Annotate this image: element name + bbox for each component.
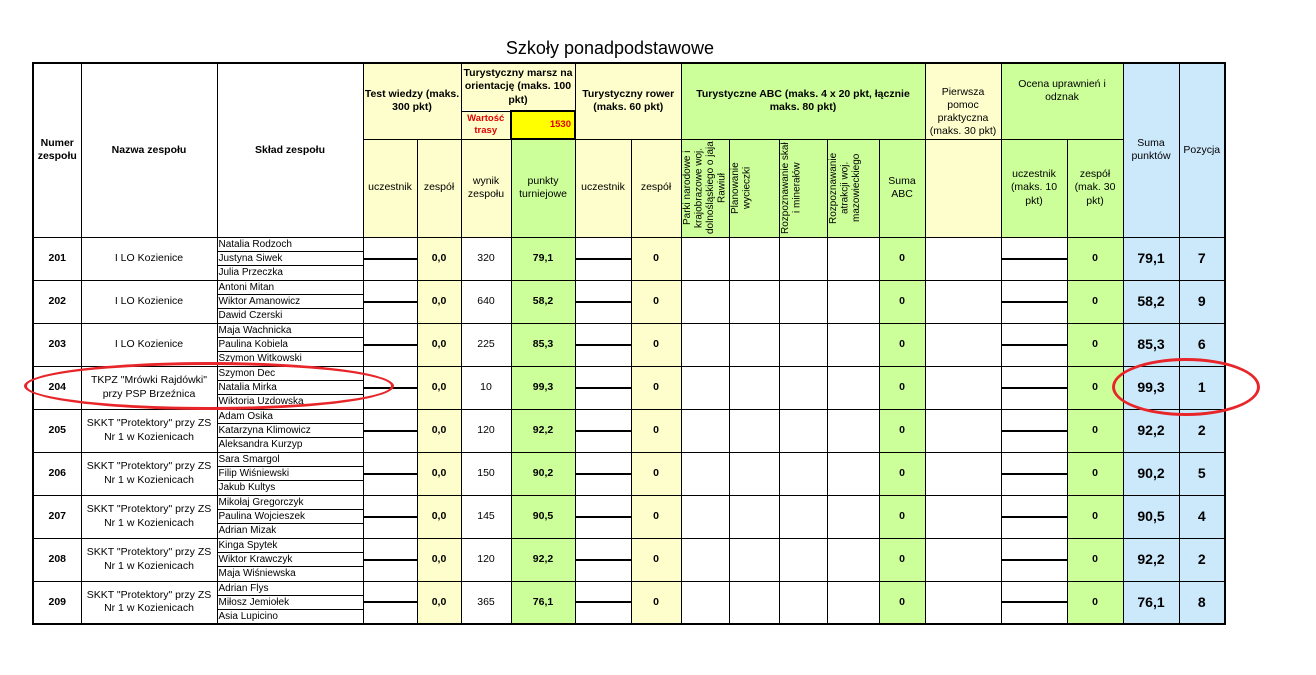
- bike-team: 0: [631, 538, 681, 581]
- total-points: 90,5: [1123, 495, 1179, 538]
- member-name: Adrian Flys: [218, 582, 363, 596]
- total-points: 92,2: [1123, 409, 1179, 452]
- first-aid: [925, 495, 1001, 538]
- badge-team: 0: [1067, 538, 1123, 581]
- first-aid: [925, 366, 1001, 409]
- team-name: SKKT "Protektory" przy ZS Nr 1 w Kozienicach: [81, 452, 217, 495]
- member-name: Asia Lupicino: [218, 610, 278, 622]
- bike-participant-cells: [575, 495, 631, 538]
- march-points: 76,1: [511, 581, 575, 624]
- abc-4: [827, 237, 879, 280]
- bike-team: 0: [631, 409, 681, 452]
- team-number: 203: [33, 323, 81, 366]
- abc-3: [779, 323, 827, 366]
- badge-participant-cells: [1001, 409, 1067, 452]
- abc-3: [779, 581, 827, 624]
- badge-team: 0: [1067, 366, 1123, 409]
- position: 6: [1179, 323, 1225, 366]
- abc-2: [729, 323, 779, 366]
- bike-team: 0: [631, 495, 681, 538]
- header-badges: Ocena uprawnień i odznak: [1001, 63, 1123, 139]
- bike-participant-cells: [575, 237, 631, 280]
- position: 1: [1179, 366, 1225, 409]
- team-number: 205: [33, 409, 81, 452]
- abc-2: [729, 538, 779, 581]
- member-name: Julia Przeczka: [218, 267, 283, 278]
- team-number: 202: [33, 280, 81, 323]
- team-members: [217, 366, 363, 409]
- test-team: 0,0: [417, 581, 461, 624]
- team-members: [217, 323, 363, 366]
- team-name: SKKT "Protektory" przy ZS Nr 1 w Kozienicach: [81, 581, 217, 624]
- table-row: [33, 495, 1225, 538]
- member-name: Sara Smargol: [218, 453, 363, 467]
- team-members: [217, 280, 363, 323]
- sub-badge-participant: uczestnik (maks. 10 pkt): [1001, 139, 1067, 237]
- abc-3: [779, 409, 827, 452]
- team-members: [217, 538, 363, 581]
- member-name: Justyna Siwek: [218, 252, 363, 266]
- header-total: Suma punktów: [1123, 63, 1179, 237]
- bike-team: 0: [631, 452, 681, 495]
- sub-abc-sum: Suma ABC: [879, 139, 925, 237]
- route-value-label: Wartość trasy: [461, 111, 511, 139]
- position: 2: [1179, 538, 1225, 581]
- member-name: Katarzyna Klimowicz: [218, 424, 363, 438]
- abc-2: [729, 280, 779, 323]
- badge-participant-cells: [1001, 237, 1067, 280]
- total-points: 99,3: [1123, 366, 1179, 409]
- abc-2: [729, 495, 779, 538]
- badge-participant-cells: [1001, 280, 1067, 323]
- badge-team: 0: [1067, 237, 1123, 280]
- table-row: [33, 452, 1225, 495]
- abc-3: [779, 237, 827, 280]
- badge-participant-cells: [1001, 495, 1067, 538]
- test-participant-cells: [363, 280, 417, 323]
- march-result: 145: [461, 495, 511, 538]
- position: 2: [1179, 409, 1225, 452]
- abc-4: [827, 280, 879, 323]
- abc-sum: 0: [879, 495, 925, 538]
- abc-sum: 0: [879, 581, 925, 624]
- table-row: [33, 409, 1225, 452]
- member-name: Dawid Czerski: [218, 310, 283, 321]
- abc-sum: 0: [879, 409, 925, 452]
- march-result: 120: [461, 409, 511, 452]
- table-row: [33, 280, 1225, 323]
- abc-sum: 0: [879, 366, 925, 409]
- march-result: 225: [461, 323, 511, 366]
- member-name: Szymon Witkowski: [218, 353, 302, 364]
- abc-1: [681, 452, 729, 495]
- bike-team: 0: [631, 323, 681, 366]
- march-result: 640: [461, 280, 511, 323]
- test-team: 0,0: [417, 452, 461, 495]
- march-result: 365: [461, 581, 511, 624]
- sub-march-result: wynik zespołu: [461, 139, 511, 237]
- team-name: SKKT "Protektory" przy ZS Nr 1 w Kozienicach: [81, 409, 217, 452]
- abc-3: [779, 366, 827, 409]
- member-name: Filip Wiśniewski: [218, 467, 363, 481]
- abc-3: [779, 452, 827, 495]
- sub-badge-team: zespół (mak. 30 pkt): [1067, 139, 1123, 237]
- page-title: Szkoły ponadpodstawowe: [505, 38, 715, 58]
- sub-abc-1: Parki narodowe i krajobrazowe woj. dolnośląskiego o jaja Rawiuł: [681, 139, 729, 237]
- position: 5: [1179, 452, 1225, 495]
- bike-participant-cells: [575, 280, 631, 323]
- sub-first-aid-empty: [925, 139, 1001, 237]
- total-points: 90,2: [1123, 452, 1179, 495]
- sub-march-points: punkty turniejowe: [511, 139, 575, 237]
- member-name: Maja Wachnicka: [218, 324, 363, 338]
- team-number: 207: [33, 495, 81, 538]
- abc-sum: 0: [879, 452, 925, 495]
- test-participant-cells: [363, 237, 417, 280]
- team-number: 204: [33, 366, 81, 409]
- position: 4: [1179, 495, 1225, 538]
- member-name: Wiktor Amanowicz: [218, 295, 363, 309]
- badge-participant-cells: [1001, 452, 1067, 495]
- member-name: Aleksandra Kurzyp: [218, 439, 303, 450]
- member-name: Adrian Mizak: [218, 525, 277, 536]
- march-points: 58,2: [511, 280, 575, 323]
- first-aid: [925, 581, 1001, 624]
- table-row: [33, 366, 1225, 409]
- bike-participant-cells: [575, 409, 631, 452]
- sub-test-team: zespół: [417, 139, 461, 237]
- total-points: 85,3: [1123, 323, 1179, 366]
- abc-3: [779, 280, 827, 323]
- test-team: 0,0: [417, 538, 461, 581]
- member-name: Miłosz Jemiołek: [218, 596, 363, 610]
- abc-4: [827, 538, 879, 581]
- abc-1: [681, 409, 729, 452]
- team-number: 206: [33, 452, 81, 495]
- abc-3: [779, 495, 827, 538]
- march-points: 90,5: [511, 495, 575, 538]
- badge-team: 0: [1067, 581, 1123, 624]
- badge-team: 0: [1067, 452, 1123, 495]
- abc-2: [729, 409, 779, 452]
- table-row: [33, 237, 1225, 280]
- test-participant-cells: [363, 495, 417, 538]
- first-aid: [925, 538, 1001, 581]
- header-march: Turystyczny marsz na orientację (maks. 100 pkt): [461, 63, 575, 111]
- table-row: [33, 538, 1225, 581]
- bike-team: 0: [631, 280, 681, 323]
- march-points: 99,3: [511, 366, 575, 409]
- member-name: Wiktor Krawczyk: [218, 553, 363, 567]
- bike-participant-cells: [575, 323, 631, 366]
- member-name: Adam Osika: [218, 410, 363, 424]
- sub-abc-2: Planowanie wycieczki: [729, 139, 779, 237]
- abc-1: [681, 581, 729, 624]
- sub-bike-participant: uczestnik: [575, 139, 631, 237]
- member-name: Szymon Dec: [218, 367, 363, 381]
- abc-1: [681, 237, 729, 280]
- member-name: Antoni Mitan: [218, 281, 363, 295]
- test-team: 0,0: [417, 495, 461, 538]
- position: 8: [1179, 581, 1225, 624]
- abc-1: [681, 366, 729, 409]
- badge-participant-cells: [1001, 538, 1067, 581]
- member-name: Paulina Wojcieszek: [218, 510, 363, 524]
- header-first-aid: Pierwsza pomoc praktyczna (maks. 30 pkt): [925, 63, 1001, 139]
- header-number: Numer zespołu: [33, 63, 81, 237]
- header-members: Skład zespołu: [217, 63, 363, 237]
- sub-abc-4: Rozpoznawanie atrakcji woj. mazowieckiego: [827, 139, 879, 237]
- team-name: SKKT "Protektory" przy ZS Nr 1 w Kozienicach: [81, 495, 217, 538]
- badge-participant-cells: [1001, 366, 1067, 409]
- abc-4: [827, 452, 879, 495]
- total-points: 76,1: [1123, 581, 1179, 624]
- abc-2: [729, 366, 779, 409]
- table-body: [33, 237, 1225, 624]
- total-points: 58,2: [1123, 280, 1179, 323]
- test-participant-cells: [363, 538, 417, 581]
- march-points: 85,3: [511, 323, 575, 366]
- first-aid: [925, 409, 1001, 452]
- badge-participant-cells: [1001, 323, 1067, 366]
- badge-participant-cells: [1001, 581, 1067, 624]
- member-name: Kinga Spytek: [218, 539, 363, 553]
- test-participant-cells: [363, 366, 417, 409]
- position: 7: [1179, 237, 1225, 280]
- abc-4: [827, 581, 879, 624]
- sub-bike-team: zespół: [631, 139, 681, 237]
- bike-team: 0: [631, 366, 681, 409]
- abc-2: [729, 237, 779, 280]
- test-team: 0,0: [417, 366, 461, 409]
- team-name: I LO Kozienice: [81, 237, 217, 280]
- march-result: 120: [461, 538, 511, 581]
- march-points: 79,1: [511, 237, 575, 280]
- team-number: 208: [33, 538, 81, 581]
- member-name: Paulina Kobiela: [218, 338, 363, 352]
- test-team: 0,0: [417, 237, 461, 280]
- test-participant-cells: [363, 323, 417, 366]
- march-points: 90,2: [511, 452, 575, 495]
- abc-2: [729, 581, 779, 624]
- total-points: 79,1: [1123, 237, 1179, 280]
- test-team: 0,0: [417, 323, 461, 366]
- route-value: 1530: [511, 111, 575, 139]
- march-points: 92,2: [511, 538, 575, 581]
- march-result: 10: [461, 366, 511, 409]
- member-name: Natalia Mirka: [218, 381, 363, 395]
- first-aid: [925, 237, 1001, 280]
- results-table: [32, 62, 1226, 625]
- team-name: I LO Kozienice: [81, 323, 217, 366]
- abc-sum: 0: [879, 237, 925, 280]
- header-abc: Turystyczne ABC (maks. 4 x 20 pkt, łącznie maks. 80 pkt): [681, 63, 925, 139]
- first-aid: [925, 452, 1001, 495]
- team-number: 209: [33, 581, 81, 624]
- test-participant-cells: [363, 452, 417, 495]
- table-row: [33, 581, 1225, 624]
- abc-4: [827, 495, 879, 538]
- header-bike: Turystyczny rower (maks. 60 pkt): [575, 63, 681, 139]
- team-members: [217, 452, 363, 495]
- member-name: Wiktoria Uzdowska: [218, 396, 304, 407]
- abc-1: [681, 538, 729, 581]
- sub-test-participant: uczestnik: [363, 139, 417, 237]
- march-result: 320: [461, 237, 511, 280]
- abc-1: [681, 323, 729, 366]
- team-name: I LO Kozienice: [81, 280, 217, 323]
- team-name: TKPZ "Mrówki Rajdówki" przy PSP Brzeźnica: [81, 366, 217, 409]
- member-name: Mikołaj Gregorczyk: [218, 496, 363, 510]
- badge-team: 0: [1067, 280, 1123, 323]
- header-test: Test wiedzy (maks. 300 pkt): [363, 63, 461, 139]
- test-team: 0,0: [417, 280, 461, 323]
- member-name: Maja Wiśniewska: [218, 568, 296, 579]
- bike-participant-cells: [575, 366, 631, 409]
- abc-1: [681, 280, 729, 323]
- test-participant-cells: [363, 581, 417, 624]
- team-members: [217, 495, 363, 538]
- bike-team: 0: [631, 581, 681, 624]
- bike-team: 0: [631, 237, 681, 280]
- badge-team: 0: [1067, 323, 1123, 366]
- header-name: Nazwa zespołu: [81, 63, 217, 237]
- abc-sum: 0: [879, 323, 925, 366]
- march-result: 150: [461, 452, 511, 495]
- first-aid: [925, 280, 1001, 323]
- abc-4: [827, 366, 879, 409]
- abc-sum: 0: [879, 280, 925, 323]
- abc-3: [779, 538, 827, 581]
- badge-team: 0: [1067, 409, 1123, 452]
- team-name: SKKT "Protektory" przy ZS Nr 1 w Kozienicach: [81, 538, 217, 581]
- member-name: Natalia Rodzoch: [218, 238, 363, 252]
- test-participant-cells: [363, 409, 417, 452]
- table-row: [33, 323, 1225, 366]
- first-aid: [925, 323, 1001, 366]
- total-points: 92,2: [1123, 538, 1179, 581]
- header-position: Pozycja: [1179, 63, 1225, 237]
- position: 9: [1179, 280, 1225, 323]
- member-name: Jakub Kultys: [218, 482, 276, 493]
- abc-1: [681, 495, 729, 538]
- team-members: [217, 237, 363, 280]
- bike-participant-cells: [575, 452, 631, 495]
- abc-4: [827, 409, 879, 452]
- team-number: 201: [33, 237, 81, 280]
- bike-participant-cells: [575, 581, 631, 624]
- sub-abc-3: Rozpoznawanie skał i minerałów: [779, 139, 827, 237]
- team-members: [217, 581, 363, 624]
- bike-participant-cells: [575, 538, 631, 581]
- abc-4: [827, 323, 879, 366]
- team-members: [217, 409, 363, 452]
- abc-sum: 0: [879, 538, 925, 581]
- badge-team: 0: [1067, 495, 1123, 538]
- march-points: 92,2: [511, 409, 575, 452]
- abc-2: [729, 452, 779, 495]
- test-team: 0,0: [417, 409, 461, 452]
